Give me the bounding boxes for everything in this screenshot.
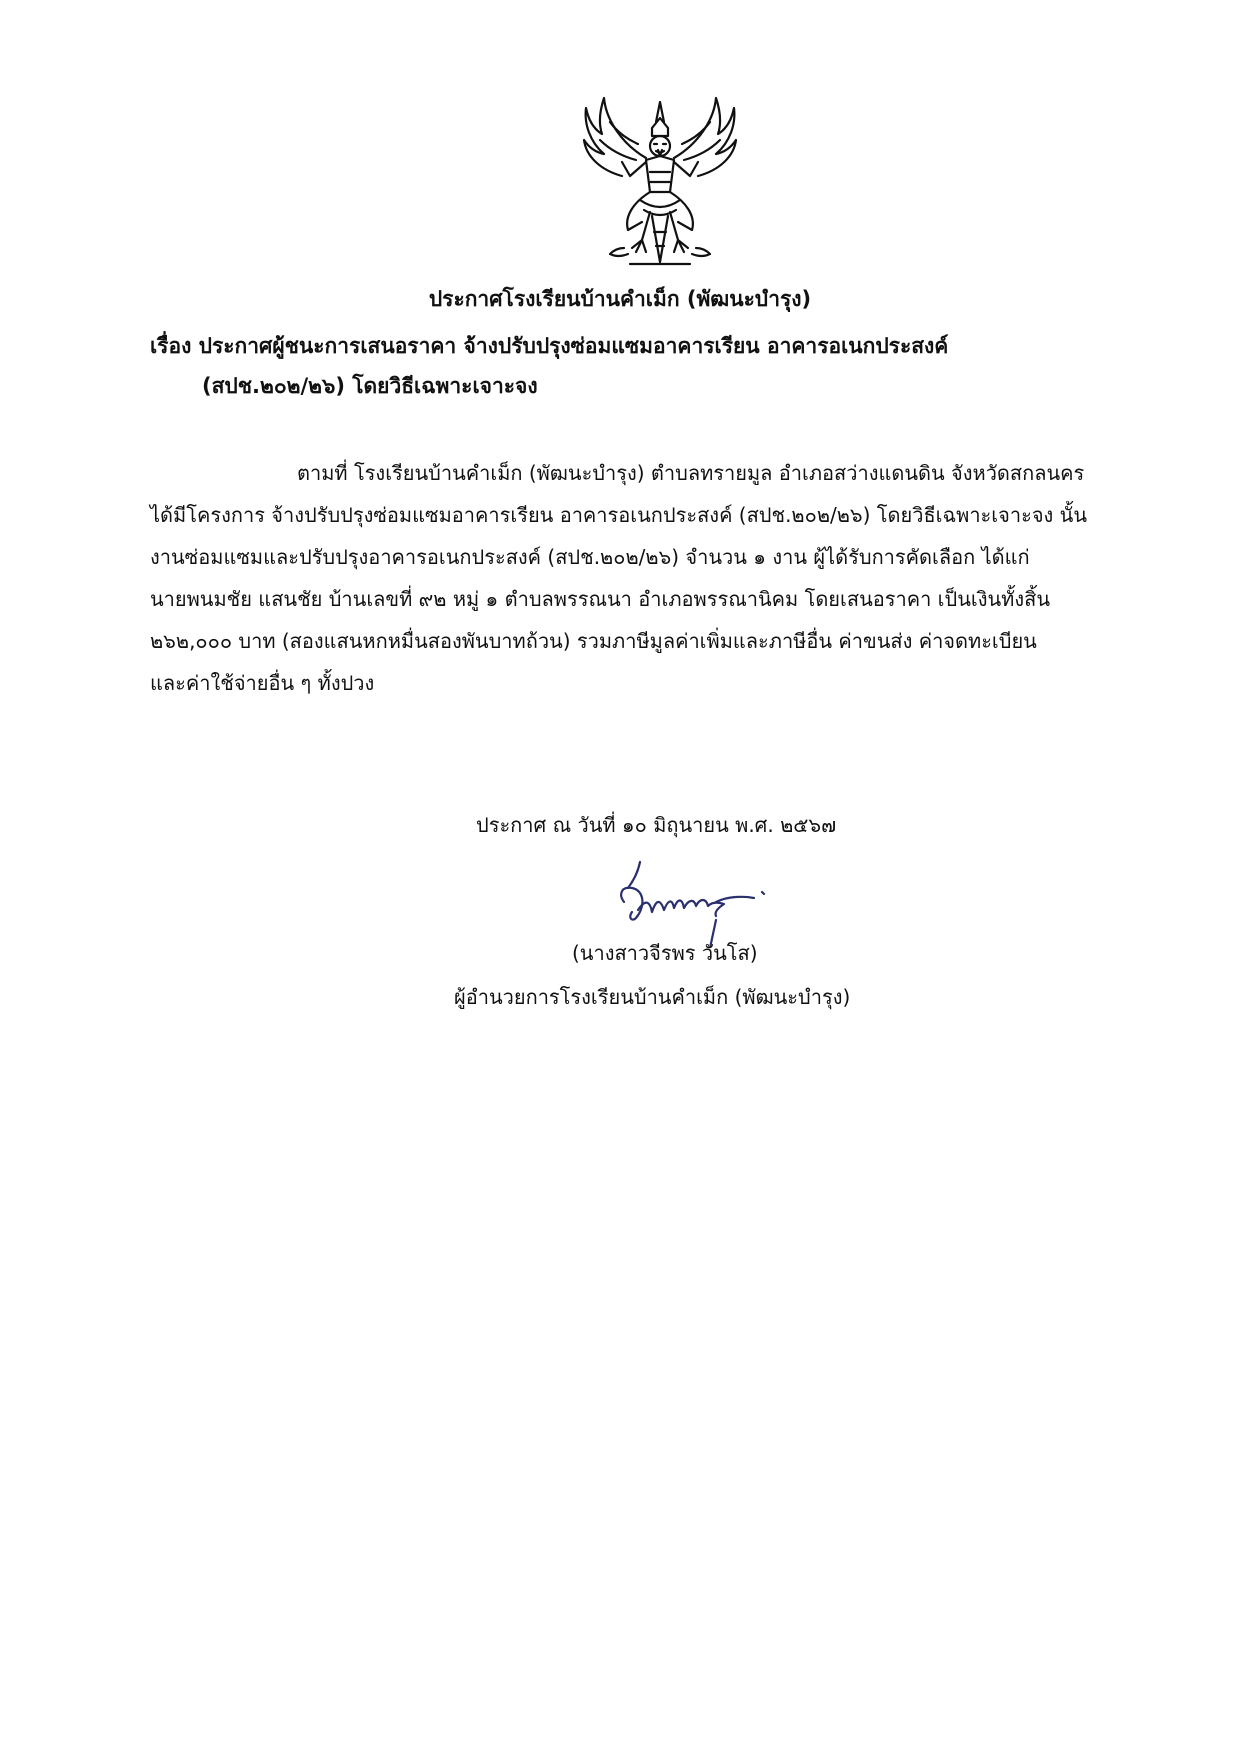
signer-name: (นางสาวจีรพร วันโส)	[572, 941, 758, 965]
announcement-date: ประกาศ ณ วันที่ ๑๐ มิถุนายน พ.ศ. ๒๕๖๗	[476, 813, 837, 837]
body-line: และค่าใช้จ่ายอื่น ๆ ทั้งปวง	[150, 671, 375, 695]
garuda-emblem-icon	[570, 92, 750, 272]
signer-position: ผู้อำนวยการโรงเรียนบ้านคำเม็ก (พัฒนะบำรุง)	[454, 985, 851, 1009]
body-line: งานซ่อมแซมและปรับปรุงอาคารอเนกประสงค์ (สปช.๒๐๒/๒๖) จำนวน ๑ งาน ผู้ได้รับการคัดเลือก ได้แก่	[150, 545, 1030, 569]
subject-line-2: (สปช.๒๐๒/๒๖) โดยวิธีเฉพาะเจาะจง	[202, 374, 538, 398]
announcement-title: ประกาศโรงเรียนบ้านคำเม็ก (พัฒนะบำรุง)	[428, 287, 812, 311]
subject-line-1: เรื่อง ประกาศผู้ชนะการเสนอราคา จ้างปรับปรุงซ่อมแซมอาคารเรียน อาคารอเนกประสงค์	[150, 334, 949, 358]
announcement-subject	[150, 326, 1110, 406]
body-line: ได้มีโครงการ จ้างปรับปรุงซ่อมแซมอาคารเรียน อาคารอเนกประสงค์ (สปช.๒๐๒/๒๖) โดยวิธีเฉพาะเจาะจง นั้น	[150, 503, 1088, 527]
body-line: ตามที่ โรงเรียนบ้านคำเม็ก (พัฒนะบำรุง) ตำบลทรายมูล อำเภอสว่างแดนดิน จังหวัดสกลนคร	[297, 461, 1085, 485]
handwritten-signature	[598, 858, 778, 948]
body-line: นายพนมชัย แสนชัย บ้านเลขที่ ๙๒ หมู่ ๑ ตำบลพรรณนา อำเภอพรรณานิคม โดยเสนอราคา เป็นเงินทั้งสิ้น	[150, 587, 1050, 611]
announcement-body	[150, 452, 1110, 704]
body-line: ๒๖๒,๐๐๐ บาท (สองแสนหกหมื่นสองพันบาทถ้วน) รวมภาษีมูลค่าเพิ่มและภาษีอื่น ค่าขนส่ง ค่าจดทะเบียน	[150, 629, 1037, 653]
